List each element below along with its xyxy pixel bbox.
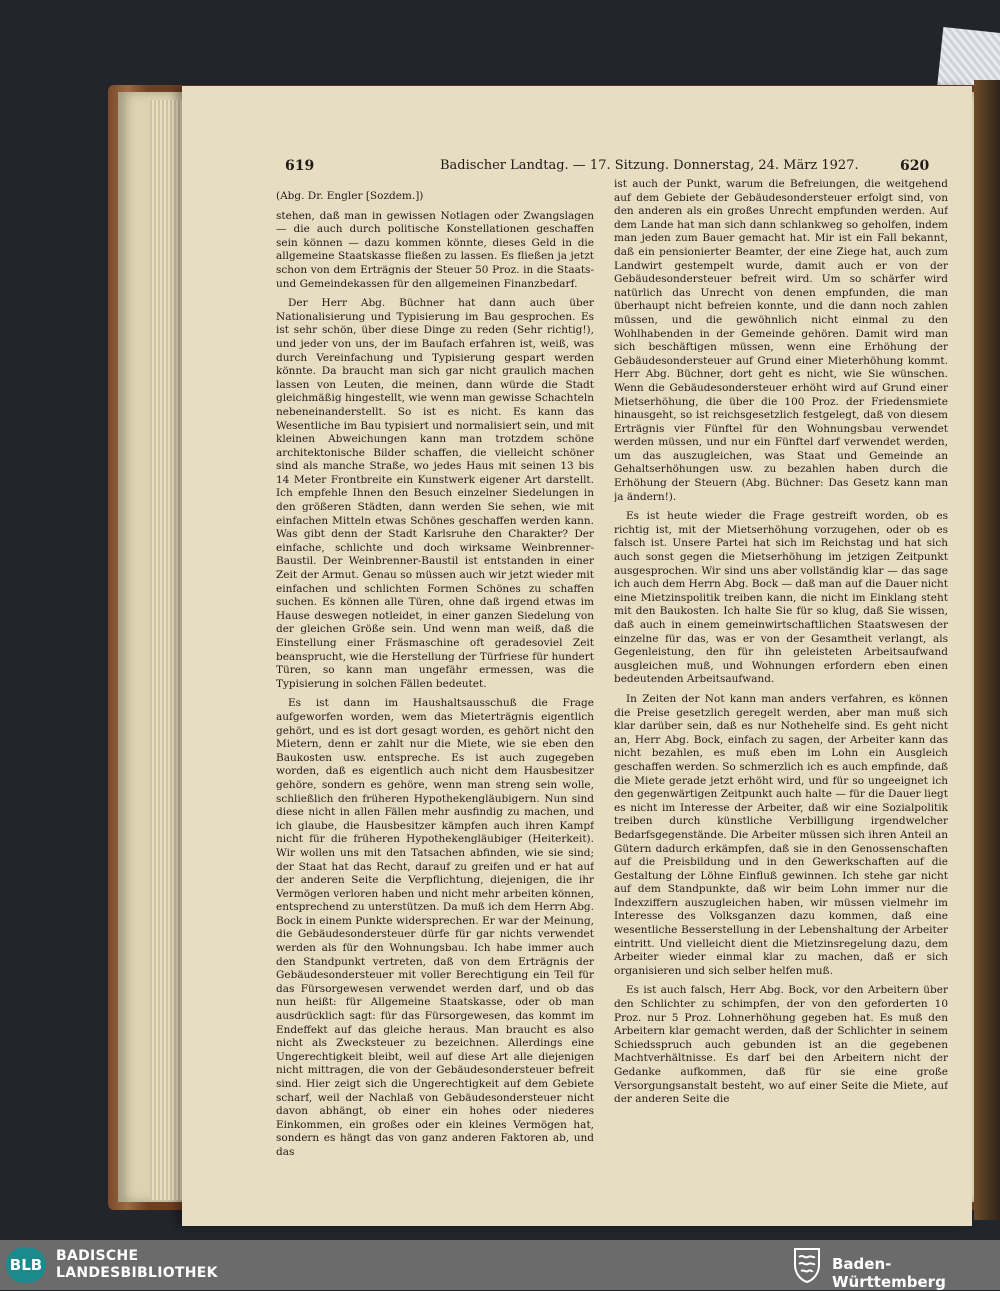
footer-bar [0,1240,1000,1290]
paragraph: ist auch der Punkt, warum die Befreiungen, die weitgehend auf dem Gebiete der Gebäudesondersteuer erfolgt sind, von den anderen als ein großes Unrecht empfunden werden. Auf dem Lande hat man sich dann schlankweg so geholfen, indem man jeden zum Bauer gemacht hat. Mir ist ein Fall bekannt, daß ein pensionierter Beamter, der eine Ziege hat, auch zum Landwirt gestempelt wurde, damit auch er von der Gebäudesondersteuer befreit wird. Um so schärfer wird natürlich das Unrecht von denen empfunden, die man überhaupt nicht befreien konnte, und die dann noch zahlen müssen, und die gewöhnlich nicht einmal zu den Wohlhabenden in der Gemeinde gehören. Damit wird man sich beschäftigen müssen, wenn eine Erhöhung der Gebäudesondersteuer auf Grund einer Mieterhöhung kommt. Herr Abg. Büchner, dort geht es nicht, wie Sie wünschen. Wenn die Gebäudesondersteuer erhöht wird auf Grund einer Mietserhöhung, die über die 100 Proz. der Friedensmiete hinausgeht, so ist reichsgesetzlich festgelegt, daß von diesem Erträgnis vier Fünftel für den Wohnungsbau verwendet werden müssen, und nur ein Fünftel darf verwendet werden, um das auszugleichen, was Staat und Gemeinde an Gehaltserhöhungen usw. zu bezahlen haben durch die Erhöhung der Steuern (Abg. Büchner: Das Gesetz kann man ja ändern!). [614,178,948,503]
paragraph: In Zeiten der Not kann man anders verfahren, es können die Preise gesetzlich geregelt werden, aber man muß sich klar darüber sein, daß es nur Nothehelfe sind. Es geht nicht an, Herr Abg. Bock, einfach zu sagen, der Arbeiter kann das nicht bezahlen, es muß eben im Lohn ein Ausgleich geschaffen werden. So schmerzlich ich es auch empfinde, daß die Miete gerade jetzt erhöht wird, und für so ungeeignet ich den gegenwärtigen Zeitpunkt auch halte — für die Dauer liegt es nicht im Interesse der Arbeiter, daß wir eine Sozialpolitik treiben durch künstliche Verbilligung irgendwelcher Bedarfsgegenstände. Die Arbeiter müssen sich ihren Anteil an Gütern dadurch erkämpfen, daß sie in den Genossenschaften auf die Preisbildung und in den Gewerkschaften auf die Gestaltung der Löhne Einfluß gewinnen. Ich stehe gar nicht auf dem Standpunkte, daß wir beim Lohn immer nur die Indexziffern auszugleichen haben, wir müssen vielmehr im Interesse des Volksganzen dazu kommen, daß eine wesentliche Besserstellung in der Lebenshaltung der Arbeiter eintritt. Und vielleicht dient die Mietzinsregelung dazu, dem Arbeiter wieder einmal klar zu machen, daß er sich organisieren und sich selber helfen muß. [614,692,948,977]
state-coat-of-arms-icon [792,1246,822,1284]
left-page-number: 619 [285,158,315,174]
library-name[interactable] [56,1248,218,1282]
paragraph: Es ist heute wieder die Frage gestreift worden, ob es richtig ist, mit der Mietserhöhung vorzugehen, oder ob es falsch ist. Unsere Partei hat sich im Reichstag und hat sich auch sonst gegen die Mietserhöhung im jetzigen Zeitpunkt ausgesprochen. Wir sind uns aber vollständig klar — das sage ich auch dem Herrn Abg. Bock — daß man auf die Dauer nicht eine Mietzinspolitik treiben kann, die nicht im Einklang steht mit den Baukosten. Ich halte Sie für so klug, daß Sie wissen, daß auch in einem gemeinwirtschaftlichen Staatswesen der einzelne für das, was er von der Gesamtheit verlangt, als Gegenleistung, den für ihn geleisteten Arbeitsaufwand ausgleichen muß, und Wohnungen erfordern eben einen bedeutenden Arbeitsaufwand. [614,510,948,686]
right-page-number: 620 [900,158,930,174]
speaker-note: (Abg. Dr. Engler [Sozdem.]) [276,190,424,202]
paragraph: stehen, daß man in gewissen Notlagen oder Zwangslagen — die auch durch politische Konstellationen geschaffen sein können — dazu kommen könnte, dieses Geld in die allgemeine Staatskasse fließen zu lassen. Es fließen ja jetzt schon von dem Erträgnis der Steuer 50 Proz. in die Staats- und Gemeindekassen für den allgemeinen Finanzbedarf. [276,209,594,290]
blb-logo[interactable]: BLB [6,1247,46,1283]
paragraph: Es ist dann im Haushaltsausschuß die Frage aufgeworfen worden, wem das Mieterträgnis eigentlich gehört, und es ist dort gesagt worden, es gehört nicht den Mietern, denn er zahlt nur die Miete, wie sie eben den Baukosten usw. entspreche. Es ist auch zugegeben worden, daß es eigentlich auch nicht dem Hausbesitzer gehöre, sondern es gehöre, wenn man streng sein wolle, schließlich den früheren Hypothekengläubigern. Nun sind diese nicht in allen Fällen mehr ausfindig zu machen, und ich glaube, die Hausbesitzer kämpfen auch ihren Kampf nicht für die früheren Hypothekengläubiger (Heiterkeit). Wir wollen uns mit den Tatsachen abfinden, wie sie sind; der Staat hat das Recht, darauf zu greifen und er hat auf der anderen Seite die Verpflichtung, diejenigen, die ihr Vermögen verloren haben und nicht mehr arbeiten können, entsprechend zu unterstützen. Da muß ich dem Herrn Abg. Bock in einem Punkte widersprechen. Er war der Meinung, die Gebäudesondersteuer dürfe für gar nichts verwendet werden als für den Wohnungsbau. Ich habe immer auch den Standpunkt vertreten, daß von dem Erträgnis der Gebäudesondersteuer mit voller Berechtigung ein Teil für das Fürsorgewesen verwendet werden darf, und ob das nun heißt: für Allgemeine Staatskasse, oder ob man ausdrücklich sagt: für das Fürsorgewesen, das kommt im Endeffekt auf das gleiche heraus. Man braucht es also nicht als Zwecksteuer zu bezeichnen. Allerdings eine Ungerechtigkeit bleibt, weil auf diese Art alle diejenigen nicht mittragen, die von der Gebäudesondersteuer befreit sind. Hier zeigt sich die Ungerechtigkeit auf dem Gebiete scharf, weil der Nachlaß von Gebäudesondersteuer nicht davon abhängt, ob einer ein hohes oder niederes Einkommen, ein großes oder ein kleines Vermögen hat, sondern es hängt das von ganz anderen Faktoren ab, und das [276,697,594,1158]
paragraph: Es ist auch falsch, Herr Abg. Bock, vor den Arbeitern über den Schlichter zu schimpfen, der von den geforderten 10 Proz. nur 5 Proz. Lohnerhöhung gegeben hat. Es muß den Arbeitern klar gemacht werden, daß der Schlichter in seinem Schiedsspruch auch gebunden ist an die gegebenen Machtverhältnisse. Es darf bei den Arbeitern nicht der Gedanke aufkommen, daß für sie eine große Versorgungsanstalt besteht, wo auf einer Seite die Miete, auf der anderen Seite die [614,984,948,1106]
library-name-line1: BADISCHE [56,1248,139,1264]
paragraph: Der Herr Abg. Büchner hat dann auch über Nationalisierung und Typisierung im Bau gesprochen. Es ist sehr schön, über diese Dinge zu reden (Sehr richtig!), und jeder von uns, der im Baufach erfahren ist, weiß, was durch Vereinfachung und Typisierung gespart werden könnte. Da braucht man sich gar nicht graulich machen lassen von Leuten, die meinen, dann würde die Stadt gleichmäßig hingestellt, wie wenn man gewisse Schachteln nebeneinanderstellt. So ist es nicht. Es kann das Wesentliche im Bau typisiert und normalisiert sein, und mit kleinen Abweichungen kann man trotzdem schöne architektonische Bilder schaffen, die vielleicht schöner sind als manche Straße, wo jedes Haus mit seinen 13 bis 14 Meter Frontbreite ein Kunstwerk eigener Art darstellt. Ich empfehle Ihnen den Besuch einzelner Siedelungen in den größeren Städten, dann werden Sie sehen, wie mit einfachen Mitteln etwas Schönes geschaffen werden kann. Was gibt denn der Stadt Karlsruhe den Charakter? Der einfache, schlichte und doch wirksame Weinbrenner-Baustil. Der Weinbrenner-Baustil ist entstanden in einer Zeit der Armut. Genau so müssen auch wir jetzt wieder mit einfachen und schlichten Formen Schönes zu schaffen suchen. Es können alle Türen, ohne daß irgend etwas im Hause deswegen notleidet, in einer ganzen Siedelung von der gleichen Größe sein. Und wenn man weiß, daß die Einstellung einer Fräsmaschine oft geradesoviel Zeit beansprucht, wie die Herstellung der Türfriese für hundert Türen, so kann man ungefähr ermessen, was die Typisierung in solchen Fällen bedeutet. [276,297,594,690]
running-header: Badischer Landtag. — 17. Sitzung. Donnerstag, 24. März 1927. [440,158,859,173]
left-column [276,190,594,1226]
state-name[interactable]: Baden-Württemberg [832,1255,946,1291]
library-name-line2: LANDESBIBLIOTHEK [56,1265,218,1281]
right-column [614,178,948,1226]
